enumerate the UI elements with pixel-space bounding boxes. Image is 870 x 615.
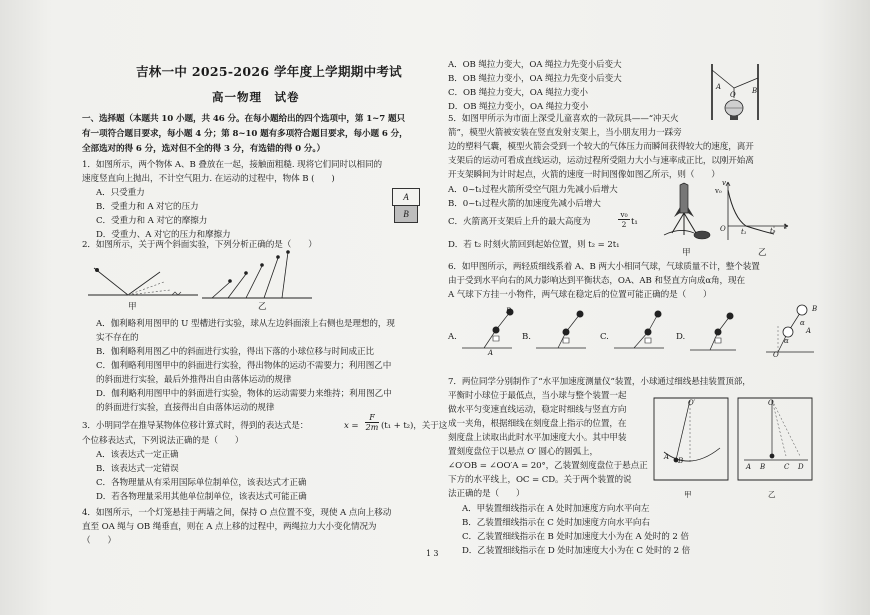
dial-arc [664,448,720,461]
fig-label: B [752,87,758,95]
question-3-option: A．该表达式一定正确 [96,450,179,460]
weight [645,338,651,343]
question-5-stem: 支架后的运动可看成直线运动，运动过程所受阻力大小与速率成正比，以刚开始离 [448,156,754,166]
question-5-stem: 箭”，模型火箭被安装在竖直发射支架上，当小朋友用力一踩旁 [448,128,682,138]
question-4-option: A．OB 绳拉力变大，OA 绳拉力先变小后变大 [448,60,622,70]
thread [676,400,690,460]
formula-x: x = [344,421,359,431]
question-7-option: B．乙装置细线指示在 C 处时加速度方向水平向右 [462,518,650,528]
air-tube [664,230,694,235]
thread-c [772,400,786,456]
question-1-stem: 1．如图所示，两个物体 A、B 叠放在一起，接触面粗糙. 现将它们同时以相同的 [82,160,383,170]
question-7-stem: 法正确的是（ ） [448,489,525,499]
question-4-option: C．OB 绳拉力变大，OA 绳拉力变小 [448,88,588,98]
fig-label: α [800,319,805,327]
figure-label-yi: 乙 [768,490,776,499]
ball [244,271,248,275]
incline [212,282,230,298]
question-5-stem: 开支架瞬间为计时起点，火箭的速度一时间图像如图乙所示，则（ ） [448,170,720,180]
question-4-stem: 4．如图所示，一个灯笼悬挂于两墙之间，保持 O 点位置不变，现使 A 点向上移动 [82,508,392,518]
q6-option-label: B. [522,332,531,342]
fig-label: α [784,337,789,345]
question-7-stem: 下方的水平线上，OC = CD。关于两个装置的说 [448,475,632,485]
slope-dashed [128,282,164,295]
question-7-stem: 置刻度盘位于以悬点 O′ 圆心的圆弧上， [448,447,598,457]
incline [282,252,288,298]
question-1-option: C．受重力和 A 对它的摩擦力 [96,216,208,226]
question-5-option: C．火箭离开支架后上升的最大高度为 [448,217,591,227]
right-slope [128,272,160,295]
question-2-option: B．伽利略利用图乙中的斜面进行实验，得出下落的小球位移与时间成正比 [96,347,375,357]
question-7-option: D．乙装置细线指示在 D 处时加速度大小为在 C 处时的 2 倍 [462,546,691,556]
fig-label: t [784,223,787,231]
question-7-option: A．甲装置细线指示在 A 处时加速度方向水平向左 [462,504,650,514]
question-3-stem: 个位移表达式，下列说法正确的是（ ） [82,436,244,446]
fig-label: A [806,327,811,335]
formula-fraction [365,413,379,432]
question-5-stem: 边的塑料气囊，模型火箭会受到一个较大的气体压力而瞬间获得较大的速度，离开 [448,142,754,152]
question-1-option: D．受重力、A 对它的压力和摩擦力 [96,230,231,240]
ball [286,250,290,254]
fig-label: A [716,83,721,91]
figure-label-yi: 乙 [758,248,767,258]
balloon-a [563,329,570,336]
question-5-option: B．0~t₁过程火箭的加速度先减小后增大 [448,199,601,209]
balloon-b [797,305,807,315]
ball [276,255,280,259]
question-6-stem: 由于受到水平向右的风力影响达到平衡状态，OA、AB 和竖直方向成α角，现在 [448,276,746,286]
question-6-stem: 6．如甲图所示，两轻质细线系着 A、B 两大小相同气球，气球质量不计，整个装置 [448,262,760,272]
question-5-option: D．若 t₂ 时刻火箭回到起始位置，则 t₂ = 2t₁ [448,240,620,250]
left-slope [94,268,128,295]
question-7-stem: 做水平匀变速直线运动，稳定时细线与竖直方向 [448,405,627,415]
question-2-option: A．伽利略利用图甲的 U 型槽进行实验，球从左边斜面滚上右侧也是理想的，现 [96,319,395,329]
incline [264,258,278,298]
fig-label: A [664,453,669,461]
weight [563,338,569,343]
fig-label: t₂ [770,227,776,235]
block-b: B [394,205,418,223]
stand-leg [684,213,696,233]
question-4-stem: 直至 OA 绳与 OB 绳垂直，则在 A 点上移的过程中，两绳拉力大小变化情况为 [82,522,377,532]
question-7-stem: 成一夹角，根据细线在刻度盘上指示的位置，在 [448,419,627,429]
question-2-option: D．伽利略利用图甲中的斜面进行实验，物体的运动需要力来维持；利用图乙中 [96,389,392,399]
question-5-stem: 5．如图甲所示为市面上深受儿童喜欢的一款玩具——“冲天火 [448,114,679,124]
question-5-figure-jia [660,183,712,245]
fraction-denominator: 2 [621,220,627,229]
fig-label: B [506,307,512,315]
question-2-option: 实不存在的 [96,333,139,343]
balloon-a [645,329,652,336]
question-1-option: B．受重力和 A 对它的压力 [96,202,199,212]
q6-option-label: C. [600,332,609,342]
ball [95,268,99,272]
question-3-stem: 3．小明同学在推导某物体位移计算式时，得到的表达式是： [82,421,309,431]
section-header-line: 一、选择题（本题共 10 小题，共 46 分。在每小题给出的四个选项中，第 1~7 题只 [82,114,406,124]
figure-label-jia: 甲 [682,248,691,258]
fig-label: A [488,349,493,357]
balloon-b [727,313,734,320]
air-bag [694,231,710,239]
fig-label: D [798,463,804,471]
fig-label: O [730,91,736,99]
fig-label: v₀ [715,187,722,195]
question-7-figure-yi [738,398,812,488]
v-t-curve [728,190,774,234]
section-header-line: 有一项符合题目要求，每小题 4 分；第 8~10 题有多项符合题目要求，每小题 6 分， [82,129,408,139]
fig-label: O [768,399,774,407]
fig-label: B [760,463,766,471]
balloon-b [655,311,662,318]
question-3-option: B．该表达式一定错误 [96,464,179,474]
rocket-body [680,183,688,213]
question-5-figure-yi [718,178,790,246]
question-2-option: 的斜面进行实验，直接得出自由落体运动的规律 [96,403,275,413]
fig-label: A [746,463,751,471]
option-c-tail: t₁ [631,217,638,227]
exam-subtitle: 高一物理 试卷 [212,90,300,104]
stand-leg [672,213,684,233]
question-4-figure [708,64,764,130]
block-a: A [392,188,420,206]
fig-label: B [678,457,684,465]
option-c-fraction [618,210,630,229]
fraction-denominator: 2m [365,423,379,432]
balloon-b [577,311,584,318]
question-7-figure-jia [654,398,728,488]
balloon-a [715,329,722,336]
ball [228,279,232,283]
question-7-stem: 刻度盘上读取出此时水平加速度大小。其中甲装 [448,433,627,443]
q6-option-label: A. [448,332,457,342]
question-4-stem: （ ） [82,536,116,546]
fig-label: O [720,225,726,233]
page-number: 1 3 [426,549,439,558]
figure-label-jia: 甲 [128,302,137,312]
weight [493,336,499,341]
section-header-line: 全部选对的得 6 分，选对但不全的得 3 分，有选错的得 0 分。） [82,144,326,154]
question-1-option: A．只受重力 [96,188,145,198]
q6-option-a-figure [462,304,522,354]
ball [260,263,264,267]
question-5-option: A．0~t₁过程火箭所受空气阻力先减小后增大 [448,185,618,195]
q6-option-c-figure [614,304,674,354]
question-6-stem: A 气球下方挂一小物件，两气球在稳定后的位置可能正确的是（ ） [448,290,712,300]
fig-label: v [722,179,726,187]
fig-label: O′ [688,399,696,407]
figure-label-yi: 乙 [258,302,267,312]
frame [654,398,728,480]
formula-tail: (t₁ + t₂)，关于这 [381,421,448,431]
question-1-figure [392,188,420,230]
exam-title: 吉林一中 2025-2026 学年度上学期期中考试 [136,64,402,79]
balloon-a [493,327,500,334]
question-2-option: C．伽利略利用图甲中的斜面进行实验，得出物体的运动不需要力；利用图乙中 [96,361,392,371]
figure-label-jia: 甲 [684,490,692,499]
q6-option-label: D. [676,332,686,342]
question-7-stem: 7．两位同学分别制作了“水平加速度测量仪”装置，小球通过细线悬挂装置顶部， [448,377,751,387]
question-1-stem: 速度竖直向上抛出，不计空气阻力. 在运动的过程中，物体 B ( ) [82,174,335,184]
question-2-figure-jia [88,260,198,310]
fig-label: t₁ [741,228,747,236]
fraction-numerator: v₀ [618,210,630,220]
thread-d [772,400,800,456]
fig-label: C [784,463,790,471]
question-2-option: 的斜面进行实验，最后外推得出自由落体运动的规律 [96,375,292,385]
question-2-figure-yi [202,248,312,310]
question-7-stem: ∠O′OB = ∠OO′A = 20°，乙装置刻度盘位于悬点正 [448,461,648,471]
question-7-option: C．乙装置细线指示在 B 处时加速度大小为在 A 处时的 2 倍 [462,532,689,542]
ball [770,454,775,459]
question-2-stem: 2．如图所示，关于两个斜面实验，下列分析正确的是（ ） [82,240,317,250]
question-7-stem: 平衡时小球位于最低点，当小球与整个装置一起 [448,391,627,401]
weight [715,338,721,343]
fig-label: B [812,305,818,313]
question-3-option: C．各物理量从有采用国际单位制单位，该表达式才正确 [96,478,307,488]
incline [228,274,246,298]
fig-label: O [773,351,779,359]
question-4-option: B．OB 绳拉力变小，OA 绳拉力先变小后变大 [448,74,622,84]
q6-option-b-figure [536,304,596,354]
question-4-option: D．OB 绳拉力变小，OA 绳拉力变小 [448,102,589,112]
question-3-option: D．若各物理量采用其他单位制单位，该表达式可能正确 [96,492,307,502]
incline [246,266,262,298]
lantern-bottom [730,116,738,120]
fraction-numerator: F [365,413,379,423]
